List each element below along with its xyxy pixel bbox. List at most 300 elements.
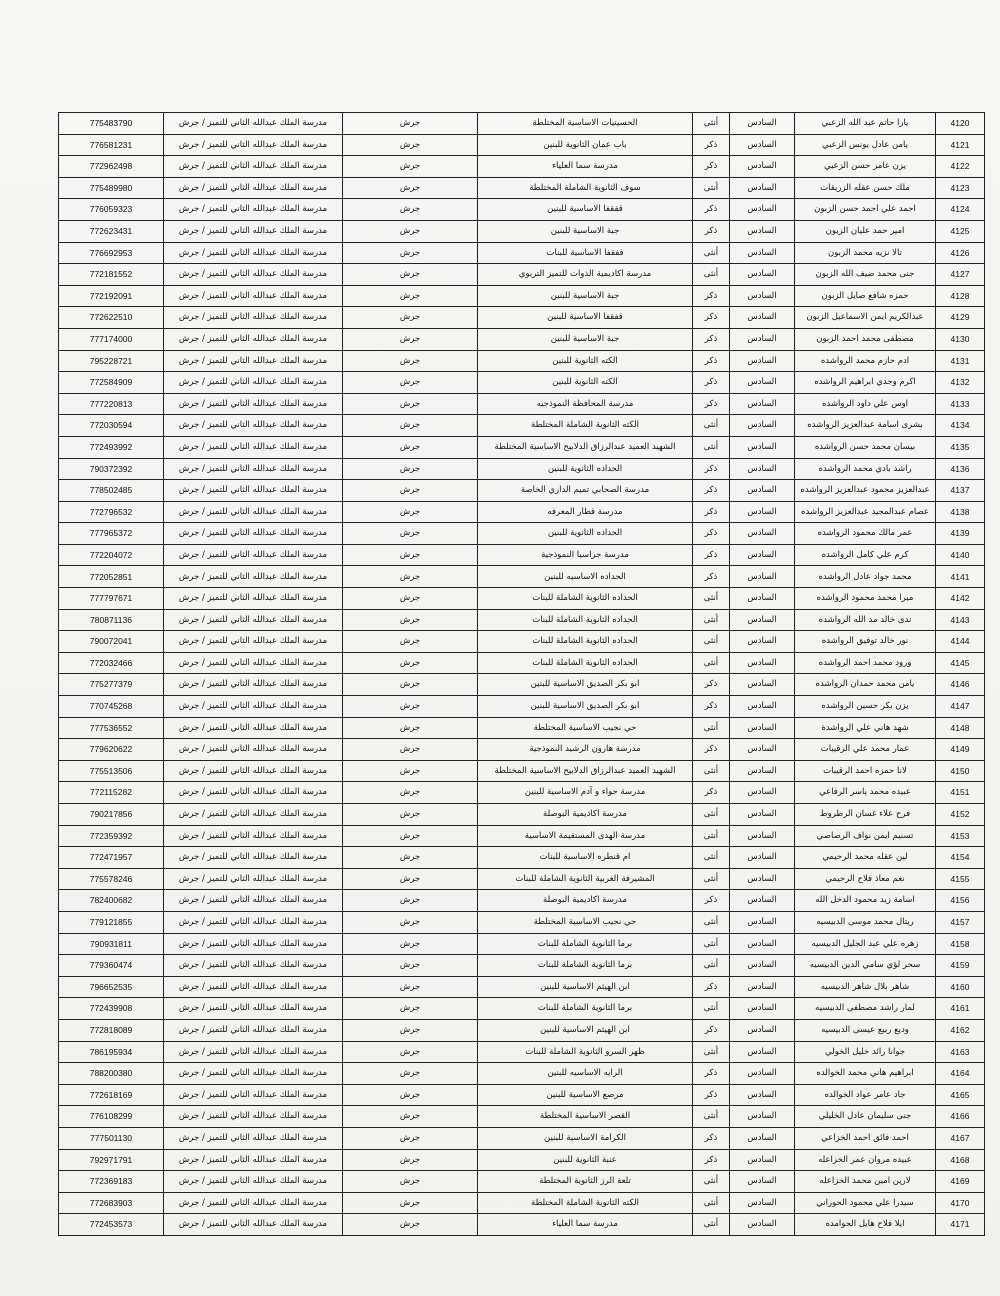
phone-number-cell: 788200380 bbox=[59, 1063, 164, 1085]
table-row bbox=[59, 1019, 985, 1041]
school-name-cell: ابن الهيثم الاساسية للبنين bbox=[478, 1019, 693, 1041]
city-cell: جرش bbox=[343, 393, 478, 415]
grade-cell: السادس bbox=[730, 436, 795, 458]
table-row bbox=[59, 501, 985, 523]
grade-cell: السادس bbox=[730, 523, 795, 545]
gender-cell: ذكر bbox=[693, 480, 730, 502]
school-name-cell: جبة الاساسية للبنين bbox=[478, 328, 693, 350]
grade-cell: السادس bbox=[730, 285, 795, 307]
table-row bbox=[59, 976, 985, 998]
school-name-cell: ام قنطره الاساسية للبنات bbox=[478, 847, 693, 869]
school-name-cell: حي نجيب الاساسية المختلطة bbox=[478, 911, 693, 933]
gender-cell: أنثى bbox=[693, 955, 730, 977]
city-cell: جرش bbox=[343, 1019, 478, 1041]
exam-center-cell: مدرسة الملك عبدالله الثاني للتميز / جرش bbox=[164, 804, 343, 826]
row-number-cell: 4131 bbox=[936, 350, 985, 372]
gender-cell: ذكر bbox=[693, 739, 730, 761]
row-number-cell: 4130 bbox=[936, 328, 985, 350]
phone-number-cell: 776581231 bbox=[59, 134, 164, 156]
row-number-cell: 4156 bbox=[936, 890, 985, 912]
gender-cell: ذكر bbox=[693, 1149, 730, 1171]
row-number-cell: 4155 bbox=[936, 868, 985, 890]
row-number-cell: 4128 bbox=[936, 285, 985, 307]
exam-center-cell: مدرسة الملك عبدالله الثاني للتميز / جرش bbox=[164, 825, 343, 847]
school-name-cell: سوف الثانوية الشاملة المختلطة bbox=[478, 177, 693, 199]
city-cell: جرش bbox=[343, 328, 478, 350]
gender-cell: أنثى bbox=[693, 760, 730, 782]
city-cell: جرش bbox=[343, 1041, 478, 1063]
phone-number-cell: 779121855 bbox=[59, 911, 164, 933]
student-name-cell: سيدرا علي محمود الحوراني bbox=[795, 1192, 936, 1214]
phone-number-cell: 772115282 bbox=[59, 782, 164, 804]
student-name-cell: ريتال محمد موسى الدبيسيه bbox=[795, 911, 936, 933]
grade-cell: السادس bbox=[730, 782, 795, 804]
table-row bbox=[59, 998, 985, 1020]
gender-cell: ذكر bbox=[693, 285, 730, 307]
exam-center-cell: مدرسة الملك عبدالله الثاني للتميز / جرش bbox=[164, 415, 343, 437]
grade-cell: السادس bbox=[730, 1171, 795, 1193]
phone-number-cell: 786195934 bbox=[59, 1041, 164, 1063]
student-name-cell: مصطفى محمد احمد الزبون bbox=[795, 328, 936, 350]
gender-cell: ذكر bbox=[693, 523, 730, 545]
table-row bbox=[59, 868, 985, 890]
exam-center-cell: مدرسة الملك عبدالله الثاني للتميز / جرش bbox=[164, 782, 343, 804]
city-cell: جرش bbox=[343, 652, 478, 674]
gender-cell: ذكر bbox=[693, 220, 730, 242]
student-name-cell: نور خالد توفيق الرواشده bbox=[795, 631, 936, 653]
gender-cell: أنثى bbox=[693, 631, 730, 653]
grade-cell: السادس bbox=[730, 134, 795, 156]
gender-cell: ذكر bbox=[693, 674, 730, 696]
gender-cell: أنثى bbox=[693, 1214, 730, 1236]
exam-center-cell: مدرسة الملك عبدالله الثاني للتميز / جرش bbox=[164, 890, 343, 912]
phone-number-cell: 772181552 bbox=[59, 264, 164, 286]
phone-number-cell: 777536552 bbox=[59, 717, 164, 739]
row-number-cell: 4135 bbox=[936, 436, 985, 458]
city-cell: جرش bbox=[343, 1127, 478, 1149]
grade-cell: السادس bbox=[730, 760, 795, 782]
gender-cell: ذكر bbox=[693, 307, 730, 329]
grade-cell: السادس bbox=[730, 588, 795, 610]
gender-cell: أنثى bbox=[693, 436, 730, 458]
grade-cell: السادس bbox=[730, 911, 795, 933]
school-name-cell: الشهيد العميد عبدالرزاق الدلابيح الاساسية المختلطة bbox=[478, 436, 693, 458]
city-cell: جرش bbox=[343, 609, 478, 631]
phone-number-cell: 772618169 bbox=[59, 1084, 164, 1106]
student-name-cell: تالا نزيه محمد الزبون bbox=[795, 242, 936, 264]
table-row bbox=[59, 804, 985, 826]
city-cell: جرش bbox=[343, 177, 478, 199]
city-cell: جرش bbox=[343, 1084, 478, 1106]
city-cell: جرش bbox=[343, 1192, 478, 1214]
city-cell: جرش bbox=[343, 1149, 478, 1171]
grade-cell: السادس bbox=[730, 328, 795, 350]
city-cell: جرش bbox=[343, 890, 478, 912]
grade-cell: السادس bbox=[730, 415, 795, 437]
school-name-cell: مدرسة الصحابي تميم الداري الخاصة bbox=[478, 480, 693, 502]
city-cell: جرش bbox=[343, 372, 478, 394]
table-row bbox=[59, 847, 985, 869]
school-name-cell: قفقفا الاساسية للبنات bbox=[478, 242, 693, 264]
exam-center-cell: مدرسة الملك عبدالله الثاني للتميز / جرش bbox=[164, 1214, 343, 1236]
row-number-cell: 4162 bbox=[936, 1019, 985, 1041]
student-name-cell: ميرا محمد محمود الرواشده bbox=[795, 588, 936, 610]
student-name-cell: شهد هاني علي الرواشدة bbox=[795, 717, 936, 739]
gender-cell: ذكر bbox=[693, 134, 730, 156]
school-name-cell: الحداده الثانوية الشاملة للبنات bbox=[478, 588, 693, 610]
city-cell: جرش bbox=[343, 523, 478, 545]
table-row bbox=[59, 825, 985, 847]
gender-cell: ذكر bbox=[693, 458, 730, 480]
student-name-cell: ندى خالد مد الله الرواشده bbox=[795, 609, 936, 631]
phone-number-cell: 772369183 bbox=[59, 1171, 164, 1193]
school-name-cell: قفقفا الاساسية للبنين bbox=[478, 199, 693, 221]
exam-center-cell: مدرسة الملك عبدالله الثاني للتميز / جرش bbox=[164, 760, 343, 782]
gender-cell: ذكر bbox=[693, 782, 730, 804]
school-name-cell: مدرسة المحافظة النموذجيه bbox=[478, 393, 693, 415]
exam-center-cell: مدرسة الملك عبدالله الثاني للتميز / جرش bbox=[164, 458, 343, 480]
phone-number-cell: 775483790 bbox=[59, 113, 164, 135]
phone-number-cell: 776108299 bbox=[59, 1106, 164, 1128]
phone-number-cell: 776059323 bbox=[59, 199, 164, 221]
school-name-cell: الحداده الاساسيه للبنين bbox=[478, 566, 693, 588]
row-number-cell: 4171 bbox=[936, 1214, 985, 1236]
city-cell: جرش bbox=[343, 544, 478, 566]
student-name-cell: شاهر بلال شاهر الدبيسيه bbox=[795, 976, 936, 998]
table-row bbox=[59, 415, 985, 437]
row-number-cell: 4141 bbox=[936, 566, 985, 588]
phone-number-cell: 772493992 bbox=[59, 436, 164, 458]
city-cell: جرش bbox=[343, 739, 478, 761]
row-number-cell: 4123 bbox=[936, 177, 985, 199]
table-row bbox=[59, 911, 985, 933]
table-row bbox=[59, 199, 985, 221]
exam-center-cell: مدرسة الملك عبدالله الثاني للتميز / جرش bbox=[164, 674, 343, 696]
table-row bbox=[59, 113, 985, 135]
exam-center-cell: مدرسة الملك عبدالله الثاني للتميز / جرش bbox=[164, 264, 343, 286]
phone-number-cell: 790072041 bbox=[59, 631, 164, 653]
table-row bbox=[59, 1084, 985, 1106]
city-cell: جرش bbox=[343, 501, 478, 523]
exam-center-cell: مدرسة الملك عبدالله الثاني للتميز / جرش bbox=[164, 1171, 343, 1193]
exam-center-cell: مدرسة الملك عبدالله الثاني للتميز / جرش bbox=[164, 1019, 343, 1041]
row-number-cell: 4168 bbox=[936, 1149, 985, 1171]
city-cell: جرش bbox=[343, 804, 478, 826]
school-name-cell: مدرسة قطار المعرفه bbox=[478, 501, 693, 523]
grade-cell: السادس bbox=[730, 696, 795, 718]
gender-cell: أنثى bbox=[693, 415, 730, 437]
phone-number-cell: 796652535 bbox=[59, 976, 164, 998]
grade-cell: السادس bbox=[730, 739, 795, 761]
grade-cell: السادس bbox=[730, 674, 795, 696]
phone-number-cell: 772818089 bbox=[59, 1019, 164, 1041]
student-name-cell: بشرى اسامة عبدالعزيز الرواشده bbox=[795, 415, 936, 437]
gender-cell: ذكر bbox=[693, 328, 730, 350]
phone-number-cell: 775277379 bbox=[59, 674, 164, 696]
grade-cell: السادس bbox=[730, 199, 795, 221]
school-name-cell: مدرسة اكاديمية الذوات للتميز التربوي bbox=[478, 264, 693, 286]
student-name-cell: احمد فائق احمد الخزاعي bbox=[795, 1127, 936, 1149]
phone-number-cell: 775489980 bbox=[59, 177, 164, 199]
city-cell: جرش bbox=[343, 976, 478, 998]
student-name-cell: حمزه شافع صايل الزبون bbox=[795, 285, 936, 307]
gender-cell: أنثى bbox=[693, 1171, 730, 1193]
city-cell: جرش bbox=[343, 436, 478, 458]
exam-center-cell: مدرسة الملك عبدالله الثاني للتميز / جرش bbox=[164, 696, 343, 718]
gender-cell: ذكر bbox=[693, 393, 730, 415]
city-cell: جرش bbox=[343, 113, 478, 135]
exam-center-cell: مدرسة الملك عبدالله الثاني للتميز / جرش bbox=[164, 1149, 343, 1171]
city-cell: جرش bbox=[343, 717, 478, 739]
school-name-cell: الكته الثانوية الشاملة المختلطة bbox=[478, 1192, 693, 1214]
phone-number-cell: 778502485 bbox=[59, 480, 164, 502]
school-name-cell: باب عمان الثانوية للبنين bbox=[478, 134, 693, 156]
gender-cell: ذكر bbox=[693, 199, 730, 221]
table-row bbox=[59, 609, 985, 631]
table-row bbox=[59, 890, 985, 912]
exam-center-cell: مدرسة الملك عبدالله الثاني للتميز / جرش bbox=[164, 220, 343, 242]
student-name-cell: لارين امين محمد الخزاعله bbox=[795, 1171, 936, 1193]
city-cell: جرش bbox=[343, 1214, 478, 1236]
grade-cell: السادس bbox=[730, 566, 795, 588]
city-cell: جرش bbox=[343, 458, 478, 480]
phone-number-cell: 772471957 bbox=[59, 847, 164, 869]
row-number-cell: 4158 bbox=[936, 933, 985, 955]
row-number-cell: 4148 bbox=[936, 717, 985, 739]
city-cell: جرش bbox=[343, 242, 478, 264]
row-number-cell: 4140 bbox=[936, 544, 985, 566]
phone-number-cell: 777501130 bbox=[59, 1127, 164, 1149]
phone-number-cell: 776692953 bbox=[59, 242, 164, 264]
gender-cell: ذكر bbox=[693, 1084, 730, 1106]
school-name-cell: القصر الاساسية المختلطة bbox=[478, 1106, 693, 1128]
grade-cell: السادس bbox=[730, 113, 795, 135]
row-number-cell: 4147 bbox=[936, 696, 985, 718]
exam-center-cell: مدرسة الملك عبدالله الثاني للتميز / جرش bbox=[164, 544, 343, 566]
gender-cell: أنثى bbox=[693, 868, 730, 890]
grade-cell: السادس bbox=[730, 350, 795, 372]
exam-center-cell: مدرسة الملك عبدالله الثاني للتميز / جرش bbox=[164, 1063, 343, 1085]
student-name-cell: بيسان محمد حسن الرواشده bbox=[795, 436, 936, 458]
grade-cell: السادس bbox=[730, 890, 795, 912]
row-number-cell: 4152 bbox=[936, 804, 985, 826]
gender-cell: ذكر bbox=[693, 696, 730, 718]
gender-cell: أنثى bbox=[693, 264, 730, 286]
phone-number-cell: 779360474 bbox=[59, 955, 164, 977]
school-name-cell: مدرسة الهدى المستقيمة الاساسية bbox=[478, 825, 693, 847]
school-name-cell: ابو بكر الصديق الاساسية للبنين bbox=[478, 696, 693, 718]
student-name-cell: ورود محمد احمد الرواشده bbox=[795, 652, 936, 674]
grade-cell: السادس bbox=[730, 501, 795, 523]
exam-center-cell: مدرسة الملك عبدالله الثاني للتميز / جرش bbox=[164, 976, 343, 998]
phone-number-cell: 790372392 bbox=[59, 458, 164, 480]
table-row bbox=[59, 285, 985, 307]
student-roster-table bbox=[58, 112, 985, 1236]
phone-number-cell: 772032466 bbox=[59, 652, 164, 674]
grade-cell: السادس bbox=[730, 825, 795, 847]
phone-number-cell: 782400682 bbox=[59, 890, 164, 912]
row-number-cell: 4124 bbox=[936, 199, 985, 221]
table-row bbox=[59, 566, 985, 588]
phone-number-cell: 777965372 bbox=[59, 523, 164, 545]
school-name-cell: المشيرفة الغربية الثانوية الشاملة للبنات bbox=[478, 868, 693, 890]
gender-cell: أنثى bbox=[693, 242, 730, 264]
row-number-cell: 4136 bbox=[936, 458, 985, 480]
school-name-cell: مدرسة سما العلياء bbox=[478, 1214, 693, 1236]
school-name-cell: الحداده الثانوية الشاملة للبنات bbox=[478, 609, 693, 631]
row-number-cell: 4166 bbox=[936, 1106, 985, 1128]
phone-number-cell: 772439908 bbox=[59, 998, 164, 1020]
student-name-cell: جنى محمد ضيف الله الزبون bbox=[795, 264, 936, 286]
school-name-cell: مدرسة حواء و آدم الاساسية للبنين bbox=[478, 782, 693, 804]
phone-number-cell: 790217856 bbox=[59, 804, 164, 826]
grade-cell: السادس bbox=[730, 933, 795, 955]
grade-cell: السادس bbox=[730, 1127, 795, 1149]
city-cell: جرش bbox=[343, 998, 478, 1020]
row-number-cell: 4145 bbox=[936, 652, 985, 674]
exam-center-cell: مدرسة الملك عبدالله الثاني للتميز / جرش bbox=[164, 436, 343, 458]
row-number-cell: 4129 bbox=[936, 307, 985, 329]
exam-center-cell: مدرسة الملك عبدالله الثاني للتميز / جرش bbox=[164, 717, 343, 739]
student-name-cell: تسنيم ايمن نواف الرصاصي bbox=[795, 825, 936, 847]
grade-cell: السادس bbox=[730, 1106, 795, 1128]
student-name-cell: عصام عبدالمجيد عبدالعزيز الرواشده bbox=[795, 501, 936, 523]
student-name-cell: نغم معاذ فلاح الرحيمي bbox=[795, 868, 936, 890]
phone-number-cell: 772796532 bbox=[59, 501, 164, 523]
gender-cell: ذكر bbox=[693, 1019, 730, 1041]
row-number-cell: 4170 bbox=[936, 1192, 985, 1214]
row-number-cell: 4151 bbox=[936, 782, 985, 804]
row-number-cell: 4142 bbox=[936, 588, 985, 610]
table-row bbox=[59, 588, 985, 610]
grade-cell: السادس bbox=[730, 1041, 795, 1063]
table-row bbox=[59, 307, 985, 329]
student-name-cell: يزن عامر حسن الزعبي bbox=[795, 156, 936, 178]
gender-cell: أنثى bbox=[693, 1041, 730, 1063]
table-row bbox=[59, 1192, 985, 1214]
grade-cell: السادس bbox=[730, 242, 795, 264]
row-number-cell: 4159 bbox=[936, 955, 985, 977]
row-number-cell: 4127 bbox=[936, 264, 985, 286]
city-cell: جرش bbox=[343, 307, 478, 329]
grade-cell: السادس bbox=[730, 976, 795, 998]
student-name-cell: يامن محمد حمدان الرواشده bbox=[795, 674, 936, 696]
exam-center-cell: مدرسة الملك عبدالله الثاني للتميز / جرش bbox=[164, 199, 343, 221]
exam-center-cell: مدرسة الملك عبدالله الثاني للتميز / جرش bbox=[164, 372, 343, 394]
school-name-cell: مرصع الاساسية للبنين bbox=[478, 1084, 693, 1106]
gender-cell: ذكر bbox=[693, 976, 730, 998]
city-cell: جرش bbox=[343, 566, 478, 588]
student-name-cell: احمد علي احمد حسن الزبون bbox=[795, 199, 936, 221]
row-number-cell: 4144 bbox=[936, 631, 985, 653]
city-cell: جرش bbox=[343, 285, 478, 307]
gender-cell: أنثى bbox=[693, 825, 730, 847]
phone-number-cell: 772204072 bbox=[59, 544, 164, 566]
school-name-cell: جبة الاساسية للبنين bbox=[478, 220, 693, 242]
phone-number-cell: 772962498 bbox=[59, 156, 164, 178]
school-name-cell: الكته الثانوية للبنين bbox=[478, 350, 693, 372]
student-name-cell: فرح علاء غسان الرطروط bbox=[795, 804, 936, 826]
school-name-cell: مدرسة اكاديمية البوصلة bbox=[478, 804, 693, 826]
exam-center-cell: مدرسة الملك عبدالله الثاني للتميز / جرش bbox=[164, 911, 343, 933]
city-cell: جرش bbox=[343, 955, 478, 977]
exam-center-cell: مدرسة الملك عبدالله الثاني للتميز / جرش bbox=[164, 1084, 343, 1106]
table-row bbox=[59, 652, 985, 674]
grade-cell: السادس bbox=[730, 804, 795, 826]
school-name-cell: الرايه الاساسيه للبنين bbox=[478, 1063, 693, 1085]
exam-center-cell: مدرسة الملك عبدالله الثاني للتميز / جرش bbox=[164, 242, 343, 264]
phone-number-cell: 772623431 bbox=[59, 220, 164, 242]
table-row bbox=[59, 1127, 985, 1149]
grade-cell: السادس bbox=[730, 1063, 795, 1085]
student-name-cell: ايلا فلاح هايل الحوامده bbox=[795, 1214, 936, 1236]
table-row bbox=[59, 1063, 985, 1085]
gender-cell: ذكر bbox=[693, 566, 730, 588]
table-row bbox=[59, 1149, 985, 1171]
exam-center-cell: مدرسة الملك عبدالله الثاني للتميز / جرش bbox=[164, 631, 343, 653]
school-name-cell: ابو بكر الصديق الاساسية للبنين bbox=[478, 674, 693, 696]
city-cell: جرش bbox=[343, 631, 478, 653]
row-number-cell: 4153 bbox=[936, 825, 985, 847]
student-name-cell: زهره علي عبد الجليل الدبيسيه bbox=[795, 933, 936, 955]
row-number-cell: 4139 bbox=[936, 523, 985, 545]
gender-cell: أنثى bbox=[693, 933, 730, 955]
school-name-cell: الشهيد العميد عبدالرزاق الدلابيح الاساسية المختلطة bbox=[478, 760, 693, 782]
student-name-cell: ادم حازم محمد الرواشده bbox=[795, 350, 936, 372]
school-name-cell: مدرسة هارون الرشيد النموذجية bbox=[478, 739, 693, 761]
school-name-cell: حي نجيب الاساسية المختلطة bbox=[478, 717, 693, 739]
table-row bbox=[59, 1214, 985, 1236]
row-number-cell: 4150 bbox=[936, 760, 985, 782]
grade-cell: السادس bbox=[730, 458, 795, 480]
row-number-cell: 4134 bbox=[936, 415, 985, 437]
city-cell: جرش bbox=[343, 220, 478, 242]
phone-number-cell: 772683903 bbox=[59, 1192, 164, 1214]
student-name-cell: راشد بادي محمد الرواشده bbox=[795, 458, 936, 480]
phone-number-cell: 772052851 bbox=[59, 566, 164, 588]
roster-body bbox=[59, 113, 985, 1236]
student-name-cell: لانا حمزه احمد الرقيبات bbox=[795, 760, 936, 782]
city-cell: جرش bbox=[343, 825, 478, 847]
gender-cell: أنثى bbox=[693, 1106, 730, 1128]
table-row bbox=[59, 1041, 985, 1063]
phone-number-cell: 772584909 bbox=[59, 372, 164, 394]
gender-cell: ذكر bbox=[693, 544, 730, 566]
grade-cell: السادس bbox=[730, 480, 795, 502]
exam-center-cell: مدرسة الملك عبدالله الثاني للتميز / جرش bbox=[164, 113, 343, 135]
row-number-cell: 4132 bbox=[936, 372, 985, 394]
grade-cell: السادس bbox=[730, 544, 795, 566]
student-name-cell: عبيده مروان عمر الخزاعله bbox=[795, 1149, 936, 1171]
city-cell: جرش bbox=[343, 350, 478, 372]
city-cell: جرش bbox=[343, 480, 478, 502]
table-row bbox=[59, 1171, 985, 1193]
table-row bbox=[59, 674, 985, 696]
table-row bbox=[59, 696, 985, 718]
grade-cell: السادس bbox=[730, 955, 795, 977]
city-cell: جرش bbox=[343, 588, 478, 610]
school-name-cell: الحداده الثانوية الشاملة للبنات bbox=[478, 652, 693, 674]
gender-cell: أنثى bbox=[693, 588, 730, 610]
student-name-cell: جاد عامر عواد الخوالده bbox=[795, 1084, 936, 1106]
student-name-cell: يامن عادل يونس الزعبي bbox=[795, 134, 936, 156]
phone-number-cell: 772453573 bbox=[59, 1214, 164, 1236]
student-name-cell: لين عقله محمد الرحيمي bbox=[795, 847, 936, 869]
school-name-cell: عنبة الثانوية للبنين bbox=[478, 1149, 693, 1171]
city-cell: جرش bbox=[343, 264, 478, 286]
row-number-cell: 4167 bbox=[936, 1127, 985, 1149]
student-name-cell: ملك حسن عقله الزريقات bbox=[795, 177, 936, 199]
